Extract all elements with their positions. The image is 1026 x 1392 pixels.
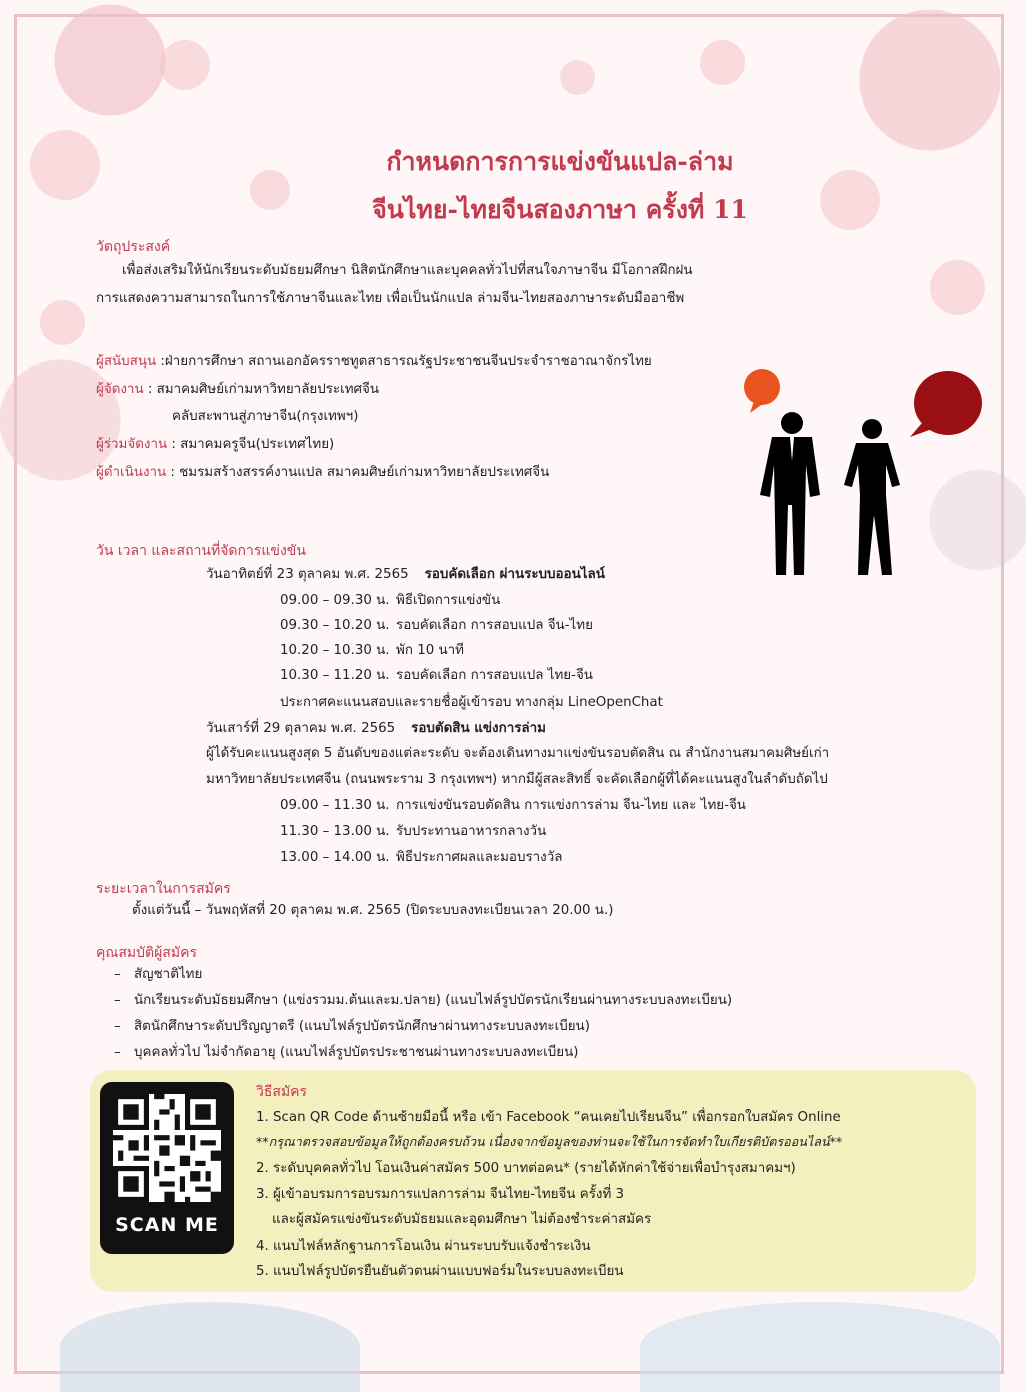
dragon-decoration — [640, 1302, 1000, 1392]
schedule-desc: พิธีประกาศผลและมอบรางวัล — [396, 850, 563, 865]
apply-step: 3. ผู้เข้าอบรมการอบรมการแปลการล่าม จีนไทย-ไทยจีน ครั้งที่ 3 — [256, 1187, 625, 1202]
bullet-dash: – — [114, 1045, 121, 1060]
dragon-decoration — [60, 1302, 360, 1392]
qualification-item: สิตนักศึกษาระดับปริญญาตรี (แนบไฟล์รูปบัตรนักศึกษาผ่านทางระบบลงทะเบียน) — [134, 1019, 590, 1034]
blossom-decoration — [700, 40, 745, 85]
registration-period-text: ตั้งแต่วันนี้ – วันพฤหัสที่ 20 ตุลาคม พ.ศ. 2565 (ปิดระบบลงทะเบียนเวลา 20.00 น.) — [132, 903, 614, 918]
co-organizer-label: ผู้ร่วมจัดงาน — [96, 437, 168, 452]
qualification-item: สัญชาติไทย — [134, 967, 203, 982]
apply-step: และผู้สมัครแข่งขันระดับมัธยมและอุดมศึกษา ไม่ต้องชำระค่าสมัคร — [272, 1212, 652, 1227]
bullet-dash: – — [114, 993, 121, 1008]
schedule-time: 11.30 – 13.00 น. — [280, 824, 390, 839]
bullet-dash: – — [114, 1019, 121, 1034]
schedule-desc: รอบคัดเลือก การสอบแปล จีน-ไทย — [396, 618, 593, 633]
blossom-decoration — [30, 130, 100, 200]
blossom-decoration — [40, 300, 85, 345]
day2-note-line-2: มหาวิทยาลัยประเทศจีน (ถนนพระราม 3 กรุงเทพฯ) หากมีผู้สละสิทธิ์ จะคัดเลือกผู้ที่ได้คะแนนสูงในลำดับถัดไป — [206, 772, 828, 787]
sponsor-text: :ฝ่ายการศึกษา สถานเอกอัครราชทูตสาธารณรัฐประชาชนจีนประจำราชอาณาจักรไทย — [156, 354, 652, 369]
blossom-decoration — [560, 60, 595, 95]
business-people-illustration — [740, 365, 990, 575]
schedule-desc: พัก 10 นาที — [396, 643, 464, 658]
apply-step: **กรุณาตรวจสอบข้อมูลให้ถูกต้องครบถ้วน เนื่องจากข้อมูลของท่านจะใช้ในการจัดทำใบเกียรติบัตรออนไลน์** — [256, 1134, 843, 1149]
title-line-1: กำหนดการการแข่งขันแปล-ล่าม — [386, 147, 734, 176]
schedule-heading: วัน เวลา และสถานที่จัดการแข่งขัน — [96, 543, 306, 559]
blossom-decoration — [820, 170, 880, 230]
qualification-item: นักเรียนระดับมัธยมศึกษา (แข่งรวมม.ต้นและม.ปลาย) (แนบไฟล์รูปบัตรนักเรียนผ่านทางระบบลงทะเบียน) — [134, 993, 733, 1008]
schedule-time: 09.00 – 11.30 น. — [280, 798, 390, 813]
sponsor-label: ผู้สนับสนุน — [96, 354, 157, 369]
apply-heading: วิธีสมัคร — [256, 1084, 308, 1100]
operator-label: ผู้ดำเนินงาน — [96, 465, 167, 480]
schedule-desc: การแข่งขันรอบตัดสิน การแข่งการล่าม จีน-ไทย และ ไทย-จีน — [396, 798, 746, 813]
schedule-desc: พิธีเปิดการแข่งขัน — [396, 593, 501, 608]
blossom-decoration — [160, 40, 210, 90]
day2-title: รอบตัดสิน แข่งการล่าม — [411, 721, 546, 736]
registration-period-heading: ระยะเวลาในการสมัคร — [96, 881, 231, 897]
blossom-decoration — [250, 170, 290, 210]
schedule-time: 10.20 – 10.30 น. — [280, 643, 390, 658]
day1-note: ประกาศคะแนนสอบและรายชื่อผู้เข้ารอบ ทางกลุ่ม LineOpenChat — [280, 695, 663, 710]
blossom-decoration — [930, 260, 985, 315]
apply-step: 1. Scan QR Code ด้านซ้ายมือนี้ หรือ เข้า Facebook “คนเคยไปเรียนจีน” เพื่อกรอกใบสมัคร Online — [256, 1110, 841, 1125]
schedule-time: 09.30 – 10.20 น. — [280, 618, 390, 633]
apply-step: 4. แนบไฟล์หลักฐานการโอนเงิน ผ่านระบบรับแจ้งชำระเงิน — [256, 1239, 591, 1254]
qr-pattern — [113, 1094, 221, 1202]
organizer-text-2: คลับสะพานสู่ภาษาจีน(กรุงเทพฯ) — [172, 409, 359, 424]
schedule-time: 09.00 – 09.30 น. — [280, 593, 390, 608]
objective-line-2: การแสดงความสามารถในการใช้ภาษาจีนและไทย เพื่อเป็นนักแปล ล่ามจีน-ไทยสองภาษาระดับมืออาชีพ — [96, 291, 685, 306]
organizer-text: : สมาคมศิษย์เก่ามหาวิทยาลัยประเทศจีน — [143, 382, 380, 397]
schedule-desc: รับประทานอาหารกลางวัน — [396, 824, 547, 839]
qualification-item: บุคคลทั่วไป ไม่จำกัดอายุ (แนบไฟล์รูปบัตรประชาชนผ่านทางระบบลงทะเบียน) — [134, 1045, 579, 1060]
objective-heading: วัตถุประสงค์ — [96, 239, 171, 255]
co-organizer-text: : สมาคมครูจีน(ประเทศไทย) — [167, 437, 335, 452]
operator-text: : ชมรมสร้างสรรค์งานแปล สมาคมศิษย์เก่ามหาวิทยาลัยประเทศจีน — [166, 465, 550, 480]
schedule-time: 10.30 – 11.20 น. — [280, 668, 390, 683]
title-line-2: จีนไทย-ไทยจีนสองภาษา ครั้งที่ 11 — [372, 195, 748, 224]
schedule-time: 13.00 – 14.00 น. — [280, 850, 390, 865]
qr-code[interactable] — [100, 1082, 234, 1254]
day2-date: วันเสาร์ที่ 29 ตุลาคม พ.ศ. 2565 — [206, 721, 396, 736]
qr-code-icon — [113, 1094, 221, 1202]
apply-step: 5. แนบไฟล์รูปบัตรยืนยันตัวตนผ่านแบบฟอร์มในระบบลงทะเบียน — [256, 1264, 624, 1279]
day1-date: วันอาทิตย์ที่ 23 ตุลาคม พ.ศ. 2565 — [206, 567, 409, 582]
day1-title: รอบคัดเลือก ผ่านระบบออนไลน์ — [424, 567, 605, 582]
schedule-desc: รอบคัดเลือก การสอบแปล ไทย-จีน — [396, 668, 593, 683]
apply-step: 2. ระดับบุคคลทั่วไป โอนเงินค่าสมัคร 500 บาทต่อคน* (รายได้หักค่าใช้จ่ายเพื่อบำรุงสมาคมฯ) — [256, 1161, 796, 1176]
organizer-label: ผู้จัดงาน — [96, 382, 144, 397]
objective-line-1: เพื่อส่งเสริมให้นักเรียนระดับมัธยมศึกษา นิสิตนักศึกษาและบุคคลทั่วไปที่สนใจภาษาจีน มีโอกาสฝึกฝน — [122, 263, 693, 278]
bullet-dash: – — [114, 967, 121, 982]
day2-note-line-1: ผู้ได้รับคะแนนสูงสุด 5 อันดับของแต่ละระดับ จะต้องเดินทางมาแข่งขันรอบตัดสิน ณ สำนักงานสมาคมศิษย์เก่า — [206, 746, 830, 761]
qualifications-heading: คุณสมบัติผู้สมัคร — [96, 945, 197, 961]
scan-me-label: SCAN ME — [115, 1214, 219, 1236]
speech-bubble-orange-icon — [744, 369, 780, 405]
